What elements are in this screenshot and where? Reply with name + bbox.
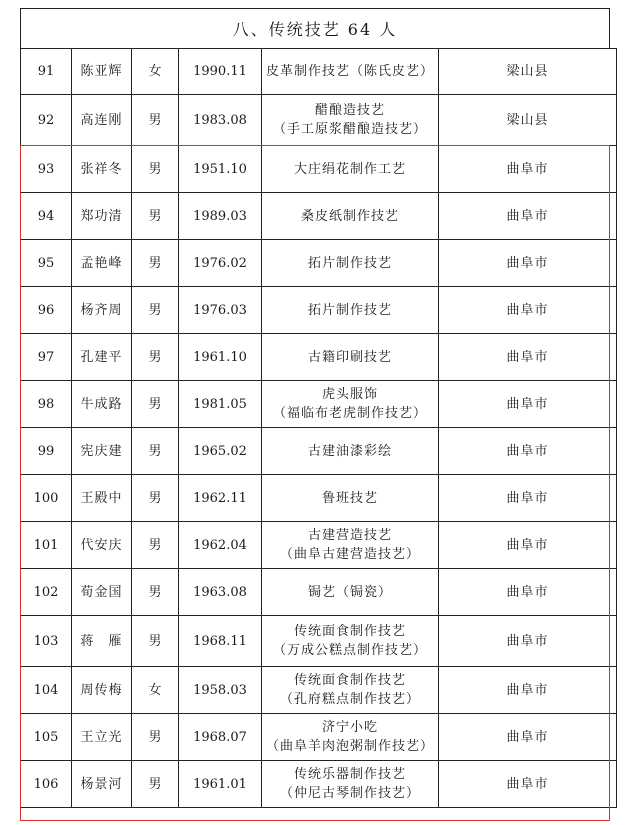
person-name-cell: 宪庆建 (72, 428, 132, 475)
table-row (21, 240, 617, 287)
craft-item-line: （手工原浆醋酿造技艺） (272, 122, 427, 137)
person-name-cell: 杨景河 (72, 761, 132, 808)
table-row (21, 428, 617, 475)
region-cell: 梁山县 (439, 49, 617, 95)
row-number-cell: 94 (21, 193, 72, 240)
craft-item-cell (262, 287, 439, 334)
craft-item-line: 古籍印刷技艺 (307, 349, 392, 365)
region-cell: 梁山县 (439, 95, 617, 146)
region-cell: 曲阜市 (439, 240, 617, 287)
table-row (21, 616, 617, 667)
craft-item-line: （仲尼古琴制作技艺） (279, 786, 420, 801)
craft-item-line: （万成公糕点制作技艺） (272, 643, 427, 658)
person-name-cell: 荀金国 (72, 569, 132, 616)
craft-item-line: 锔艺（锔瓷） (307, 584, 392, 600)
person-name-cell: 王立光 (72, 714, 132, 761)
birth-date-cell: 1976.03 (179, 287, 262, 334)
region-cell: 曲阜市 (439, 616, 617, 667)
craft-item-cell (262, 381, 439, 428)
craft-item-line: 醋酿造技艺 (314, 103, 385, 118)
row-number-cell: 93 (21, 146, 72, 193)
section-title: 八、传统技艺 64 人 (20, 8, 610, 48)
gender-cell: 男 (132, 522, 179, 569)
gender-cell: 女 (132, 49, 179, 95)
craft-item-line: 鲁班技艺 (321, 490, 378, 506)
craft-item-cell (262, 761, 439, 808)
table-body (21, 49, 617, 808)
craft-item-cell (262, 95, 439, 146)
table-row (21, 287, 617, 334)
craft-item-cell (262, 334, 439, 381)
row-number-cell: 92 (21, 95, 72, 146)
birth-date-cell: 1965.02 (179, 428, 262, 475)
person-name-cell: 牛成路 (72, 381, 132, 428)
row-number-cell: 102 (21, 569, 72, 616)
region-cell: 曲阜市 (439, 475, 617, 522)
table-row (21, 475, 617, 522)
birth-date-cell: 1961.01 (179, 761, 262, 808)
gender-cell: 男 (132, 334, 179, 381)
person-name-cell: 高连刚 (72, 95, 132, 146)
craft-item-cell (262, 49, 439, 95)
region-cell: 曲阜市 (439, 714, 617, 761)
craft-item-line: 传统面食制作技艺 (293, 673, 406, 688)
birth-date-cell: 1976.02 (179, 240, 262, 287)
gender-cell: 男 (132, 95, 179, 146)
row-number-cell: 105 (21, 714, 72, 761)
craft-item-line: 拓片制作技艺 (307, 255, 392, 271)
craft-item-cell (262, 569, 439, 616)
row-number-cell: 99 (21, 428, 72, 475)
region-cell: 曲阜市 (439, 381, 617, 428)
craft-item-cell (262, 428, 439, 475)
craft-item-cell (262, 522, 439, 569)
table-row (21, 193, 617, 240)
birth-date-cell: 1990.11 (179, 49, 262, 95)
row-number-cell: 101 (21, 522, 72, 569)
craft-item-line: 皮革制作技艺（陈氏皮艺） (265, 64, 434, 79)
row-number-cell: 91 (21, 49, 72, 95)
craft-item-line: 古建营造技艺 (307, 528, 392, 543)
craft-item-line: （曲阜古建营造技艺） (279, 547, 420, 562)
row-number-cell: 104 (21, 667, 72, 714)
craft-item-cell (262, 616, 439, 667)
row-number-cell: 97 (21, 334, 72, 381)
gender-cell: 男 (132, 428, 179, 475)
gender-cell: 男 (132, 381, 179, 428)
craft-item-cell (262, 240, 439, 287)
table-row (21, 334, 617, 381)
row-number-cell: 106 (21, 761, 72, 808)
gender-cell: 男 (132, 569, 179, 616)
birth-date-cell: 1958.03 (179, 667, 262, 714)
region-cell: 曲阜市 (439, 287, 617, 334)
gender-cell: 女 (132, 667, 179, 714)
gender-cell: 男 (132, 193, 179, 240)
person-name-cell: 孟艳峰 (72, 240, 132, 287)
craft-item-cell (262, 475, 439, 522)
table-row (21, 761, 617, 808)
craft-item-cell (262, 146, 439, 193)
craft-item-line: 桑皮纸制作技艺 (300, 208, 399, 224)
craft-item-line: 古建油漆彩绘 (307, 443, 392, 459)
table-row (21, 522, 617, 569)
table-row (21, 146, 617, 193)
region-cell: 曲阜市 (439, 146, 617, 193)
craft-item-line: 虎头服饰 (321, 387, 378, 402)
region-cell: 曲阜市 (439, 667, 617, 714)
row-number-cell: 100 (21, 475, 72, 522)
birth-date-cell: 1961.10 (179, 334, 262, 381)
gender-cell: 男 (132, 616, 179, 667)
craft-item-line: 传统乐器制作技艺 (293, 767, 406, 782)
craft-item-cell (262, 714, 439, 761)
craft-item-line: （福临布老虎制作技艺） (272, 406, 427, 421)
craft-item-line: 大庄绢花制作工艺 (293, 161, 406, 177)
craft-item-line: 传统面食制作技艺 (293, 624, 406, 639)
table-row (21, 667, 617, 714)
gender-cell: 男 (132, 146, 179, 193)
region-cell: 曲阜市 (439, 761, 617, 808)
craft-item-cell (262, 667, 439, 714)
row-number-cell: 95 (21, 240, 72, 287)
table-row (21, 381, 617, 428)
region-cell: 曲阜市 (439, 569, 617, 616)
birth-date-cell: 1962.04 (179, 522, 262, 569)
birth-date-cell: 1968.11 (179, 616, 262, 667)
birth-date-cell: 1951.10 (179, 146, 262, 193)
person-name-cell: 周传梅 (72, 667, 132, 714)
table-row (21, 569, 617, 616)
birth-date-cell: 1963.08 (179, 569, 262, 616)
person-name-cell: 蒋 雁 (72, 616, 132, 667)
gender-cell: 男 (132, 761, 179, 808)
birth-date-cell: 1968.07 (179, 714, 262, 761)
heritage-table (20, 48, 617, 808)
person-name-cell: 孔建平 (72, 334, 132, 381)
birth-date-cell: 1962.11 (179, 475, 262, 522)
row-number-cell: 103 (21, 616, 72, 667)
region-cell: 曲阜市 (439, 522, 617, 569)
region-cell: 曲阜市 (439, 193, 617, 240)
person-name-cell: 王殿中 (72, 475, 132, 522)
birth-date-cell: 1981.05 (179, 381, 262, 428)
row-number-cell: 96 (21, 287, 72, 334)
region-cell: 曲阜市 (439, 334, 617, 381)
gender-cell: 男 (132, 475, 179, 522)
gender-cell: 男 (132, 287, 179, 334)
birth-date-cell: 1983.08 (179, 95, 262, 146)
craft-item-line: （曲阜羊肉泡粥制作技艺） (265, 739, 434, 754)
gender-cell: 男 (132, 714, 179, 761)
region-cell: 曲阜市 (439, 428, 617, 475)
person-name-cell: 杨齐周 (72, 287, 132, 334)
craft-item-line: 济宁小吃 (321, 720, 378, 735)
person-name-cell: 陈亚辉 (72, 49, 132, 95)
row-number-cell: 98 (21, 381, 72, 428)
craft-item-line: 拓片制作技艺 (307, 302, 392, 318)
birth-date-cell: 1989.03 (179, 193, 262, 240)
gender-cell: 男 (132, 240, 179, 287)
table-row (21, 95, 617, 146)
craft-item-line: （孔府糕点制作技艺） (279, 692, 420, 707)
table-row (21, 49, 617, 95)
person-name-cell: 张祥冬 (72, 146, 132, 193)
craft-item-cell (262, 193, 439, 240)
person-name-cell: 郑功清 (72, 193, 132, 240)
table-row (21, 714, 617, 761)
person-name-cell: 代安庆 (72, 522, 132, 569)
